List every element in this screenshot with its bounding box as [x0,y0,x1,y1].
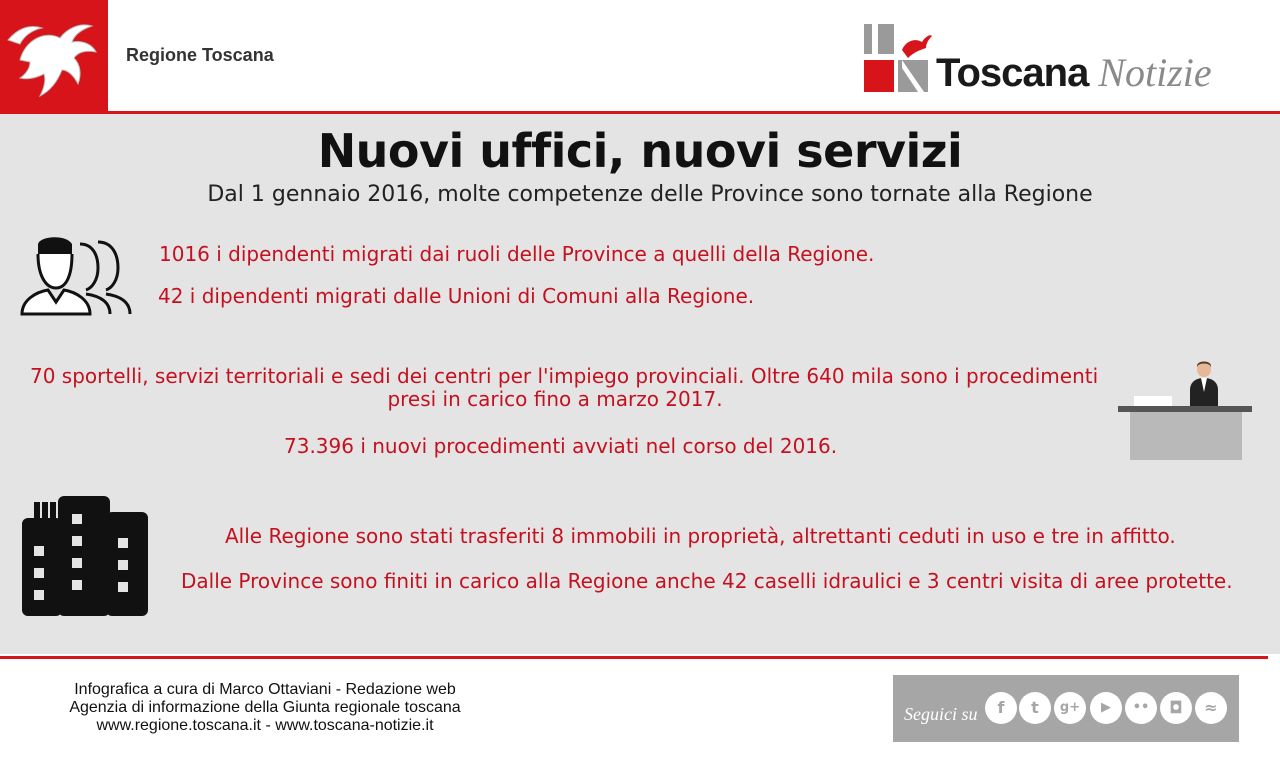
footer-credits [30,681,500,735]
social-bar [893,675,1239,742]
bottom-divider [0,656,1268,659]
rss-icon[interactable]: ≈ [1195,692,1227,724]
page-subtitle: Dal 1 gennaio 2016, molte competenze delle Province sono tornate alla Regione [207,182,1093,207]
winged-horse-icon [0,0,108,112]
credits-agency: Agenzia di informazione della Giunta regionale toscana [69,699,461,716]
credits-websites[interactable]: www.regione.toscana.it - www.toscana-notizie.it [96,717,434,734]
fact-offices-line2: presi in carico fino a marzo 2017. [387,387,723,411]
header [0,0,1280,112]
youtube-icon[interactable]: ▶ [1090,692,1122,724]
brand-wordmark [936,50,1212,96]
region-name: Regione Toscana [126,45,274,65]
service-desk-icon [1118,360,1254,460]
facebook-icon[interactable]: f [985,692,1017,724]
people-icon [20,232,134,316]
regione-toscana-logo[interactable] [0,0,108,112]
toscana-notizie-logo-icon[interactable] [862,22,932,94]
flickr-icon[interactable]: •• [1125,692,1157,724]
brand-word-bold: Toscana [936,51,1089,95]
buildings-icon [20,494,150,618]
fact-new-procedures: 73.396 i nuovi procedimenti avviati nel corso del 2016. [284,434,838,458]
social-label: Seguici su [904,704,978,724]
google-plus-icon[interactable]: g+ [1054,692,1086,724]
fact-employees-unions: 42 i dipendenti migrati dalle Unioni di Comuni alla Regione. [158,284,755,308]
credits-author: Infografica a cura di Marco Ottaviani - Redazione web [74,681,456,698]
infographic-panel [0,114,1280,654]
fact-offices-line1: 70 sportelli, servizi territoriali e sedi dei centri per l'impiego provinciali. Oltre 640 mila sono i procedimenti [30,364,1099,388]
fact-buildings: Alle Regione sono stati trasferiti 8 immobili in proprietà, altrettanti ceduti in uso e tre in affitto. [225,524,1176,548]
fact-hydraulic-stations: Dalle Province sono finiti in carico alla Regione anche 42 caselli idraulici e 3 centri visita di aree protette. [181,569,1233,593]
page-title: Nuovi uffici, nuovi servizi [317,124,963,178]
brand-word-italic: Notizie [1098,50,1212,95]
instagram-icon[interactable]: ◘ [1160,692,1192,724]
fact-employees-provinces: 1016 i dipendenti migrati dai ruoli delle Province a quelli della Regione. [159,242,875,266]
twitter-icon[interactable]: t [1019,692,1051,724]
